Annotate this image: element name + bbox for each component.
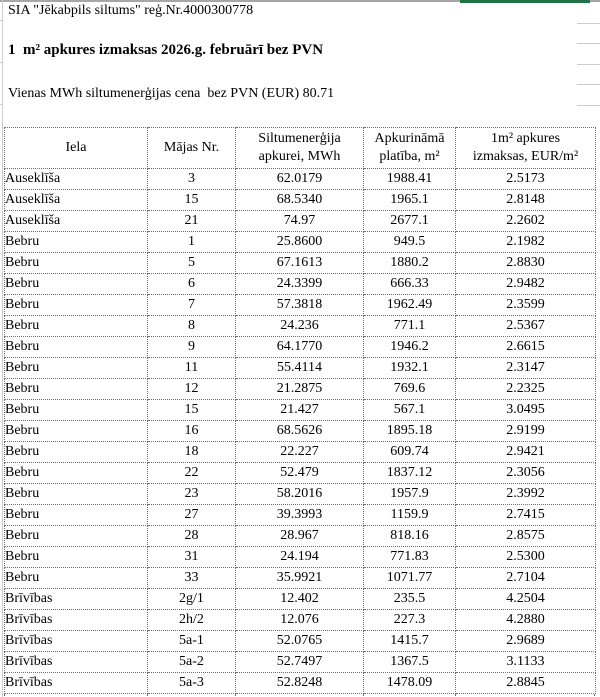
cost-cell: 2.5367: [456, 316, 596, 337]
energy-mwh-cell: 55.4114: [236, 358, 364, 379]
table-row: [5, 169, 596, 190]
row-gridline-stub: [577, 43, 600, 44]
area-cell: 1159.9: [364, 505, 456, 526]
cost-cell: 2.6615: [456, 337, 596, 358]
cost-cell: 3.1133: [456, 652, 596, 673]
row-gridline-stub: [0, 104, 3, 105]
energy-mwh-cell: 52.0765: [236, 631, 364, 652]
table-row: [5, 337, 596, 358]
area-cell: 1932.1: [364, 358, 456, 379]
house-nr-cell: 27: [148, 505, 236, 526]
cost-cell: 3.0495: [456, 400, 596, 421]
col-header-energy-line1: Siltumenerģija: [258, 131, 341, 146]
house-nr-cell: 31: [148, 547, 236, 568]
energy-mwh-cell: 24.3399: [236, 274, 364, 295]
area-cell: 1880.2: [364, 253, 456, 274]
street-cell: Brīvības: [5, 610, 148, 631]
street-cell: Bebru: [5, 274, 148, 295]
col-header-cost-line2: izmaksas, EUR/m²: [472, 149, 579, 164]
col-header-area-line1: Apkurināmā: [374, 131, 445, 146]
col-header-area: [364, 128, 456, 169]
col-header-cost: [456, 128, 596, 169]
area-cell: 2677.1: [364, 211, 456, 232]
house-nr-cell: 3: [148, 169, 236, 190]
table-header-row: [5, 128, 596, 169]
energy-mwh-cell: 22.227: [236, 442, 364, 463]
cost-cell: 2.9689: [456, 631, 596, 652]
house-nr-cell: 9: [148, 337, 236, 358]
energy-mwh-cell: 52.7497: [236, 652, 364, 673]
energy-mwh-cell: 39.3993: [236, 505, 364, 526]
mwh-price-line: Vienas MWh siltumenerģijas cena bez PVN (EUR) 80.71: [8, 86, 335, 101]
energy-mwh-cell: 12.076: [236, 610, 364, 631]
col-header-area-line2: platība, m²: [379, 149, 440, 164]
area-cell: 1367.5: [364, 652, 456, 673]
table-row: [5, 295, 596, 316]
energy-mwh-cell: 35.9921: [236, 568, 364, 589]
table-row: [5, 526, 596, 547]
company-registration-line: SIA "Jēkabpils siltums" reģ.Nr.4000300778: [8, 3, 254, 18]
house-nr-cell: 21: [148, 211, 236, 232]
cost-cell: 2.8575: [456, 526, 596, 547]
cost-cell: 2.3147: [456, 358, 596, 379]
col-header-cost-line1: 1m² apkures: [490, 131, 561, 146]
table-row: [5, 505, 596, 526]
table-row: [5, 631, 596, 652]
energy-mwh-cell: 21.2875: [236, 379, 364, 400]
heating-costs-table: [4, 127, 596, 694]
cost-cell: 2.7104: [456, 568, 596, 589]
row-gridline-stub: [577, 23, 600, 24]
street-cell: Auseklīša: [5, 169, 148, 190]
energy-mwh-cell: 52.8248: [236, 673, 364, 694]
table-row: [5, 232, 596, 253]
table-row: [5, 484, 596, 505]
house-nr-cell: 2h/2: [148, 610, 236, 631]
row-gridline-stub: [577, 64, 600, 65]
house-nr-cell: 23: [148, 484, 236, 505]
street-cell: Bebru: [5, 232, 148, 253]
energy-mwh-cell: 67.1613: [236, 253, 364, 274]
house-nr-cell: 11: [148, 358, 236, 379]
area-cell: 771.83: [364, 547, 456, 568]
cost-cell: 2.7415: [456, 505, 596, 526]
cost-cell: 2.8830: [456, 253, 596, 274]
table-body: [5, 169, 596, 694]
area-cell: 567.1: [364, 400, 456, 421]
street-cell: Bebru: [5, 337, 148, 358]
house-nr-cell: 28: [148, 526, 236, 547]
col-header-house-nr: Mājas Nr.: [148, 128, 236, 169]
table-row: [5, 610, 596, 631]
window-edge-strip-gray-right: [590, 0, 600, 2]
house-nr-cell: 33: [148, 568, 236, 589]
table-row: [5, 400, 596, 421]
energy-mwh-cell: 12.402: [236, 589, 364, 610]
area-cell: 949.5: [364, 232, 456, 253]
table-row: [5, 652, 596, 673]
row-gridline-stub: [0, 20, 3, 21]
row-gridline-stub: [577, 105, 600, 106]
street-cell: Bebru: [5, 421, 148, 442]
street-cell: Bebru: [5, 442, 148, 463]
street-cell: Bebru: [5, 295, 148, 316]
house-nr-cell: 22: [148, 463, 236, 484]
cost-cell: 4.2880: [456, 610, 596, 631]
cost-cell: 2.8845: [456, 673, 596, 694]
table-row: [5, 211, 596, 232]
row-gridline-stub: [577, 84, 600, 85]
house-nr-cell: 15: [148, 190, 236, 211]
row-gridline-stub: [0, 62, 3, 63]
house-nr-cell: 15: [148, 400, 236, 421]
house-nr-cell: 7: [148, 295, 236, 316]
area-cell: 666.33: [364, 274, 456, 295]
street-cell: Bebru: [5, 484, 148, 505]
energy-mwh-cell: 25.8600: [236, 232, 364, 253]
area-cell: 609.74: [364, 442, 456, 463]
house-nr-cell: 5: [148, 253, 236, 274]
street-cell: Bebru: [5, 253, 148, 274]
street-cell: Bebru: [5, 547, 148, 568]
house-nr-cell: 6: [148, 274, 236, 295]
cost-cell: 2.8148: [456, 190, 596, 211]
table-row: [5, 568, 596, 589]
street-cell: Bebru: [5, 358, 148, 379]
energy-mwh-cell: 52.479: [236, 463, 364, 484]
area-cell: 1962.49: [364, 295, 456, 316]
street-cell: Auseklīša: [5, 190, 148, 211]
energy-mwh-cell: 57.3818: [236, 295, 364, 316]
area-cell: 1071.77: [364, 568, 456, 589]
table-row: [5, 190, 596, 211]
col-header-energy: [236, 128, 364, 169]
cost-cell: 4.2504: [456, 589, 596, 610]
area-cell: 818.16: [364, 526, 456, 547]
cost-cell: 2.2325: [456, 379, 596, 400]
table-row: [5, 274, 596, 295]
cost-cell: 2.9482: [456, 274, 596, 295]
house-nr-cell: 18: [148, 442, 236, 463]
area-cell: 227.3: [364, 610, 456, 631]
area-cell: 1957.9: [364, 484, 456, 505]
energy-mwh-cell: 64.1770: [236, 337, 364, 358]
energy-mwh-cell: 21.427: [236, 400, 364, 421]
street-cell: Bebru: [5, 316, 148, 337]
cost-cell: 2.3599: [456, 295, 596, 316]
house-nr-cell: 5a-1: [148, 631, 236, 652]
area-cell: 1415.7: [364, 631, 456, 652]
energy-mwh-cell: 24.194: [236, 547, 364, 568]
cost-cell: 2.3056: [456, 463, 596, 484]
area-cell: 1946.2: [364, 337, 456, 358]
energy-mwh-cell: 68.5340: [236, 190, 364, 211]
house-nr-cell: 1: [148, 232, 236, 253]
area-cell: 1965.1: [364, 190, 456, 211]
street-cell: Brīvības: [5, 631, 148, 652]
energy-mwh-cell: 24.236: [236, 316, 364, 337]
cost-cell: 2.1982: [456, 232, 596, 253]
street-cell: Bebru: [5, 568, 148, 589]
table-row: [5, 589, 596, 610]
area-cell: 769.6: [364, 379, 456, 400]
house-nr-cell: 8: [148, 316, 236, 337]
table-row: [5, 673, 596, 694]
energy-mwh-cell: 74.97: [236, 211, 364, 232]
table-row: [5, 253, 596, 274]
area-cell: 1478.09: [364, 673, 456, 694]
cost-cell: 2.9199: [456, 421, 596, 442]
area-cell: 1988.41: [364, 169, 456, 190]
area-cell: 771.1: [364, 316, 456, 337]
area-cell: 1837.12: [364, 463, 456, 484]
house-nr-cell: 5a-2: [148, 652, 236, 673]
cost-cell: 2.9421: [456, 442, 596, 463]
cost-cell: 2.2602: [456, 211, 596, 232]
house-nr-cell: 12: [148, 379, 236, 400]
street-cell: Bebru: [5, 463, 148, 484]
street-cell: Bebru: [5, 400, 148, 421]
street-cell: Brīvības: [5, 589, 148, 610]
street-cell: Bebru: [5, 379, 148, 400]
table-row: [5, 421, 596, 442]
col-header-energy-line2: apkurei, MWh: [258, 149, 341, 164]
street-cell: Brīvības: [5, 673, 148, 694]
house-nr-cell: 2g/1: [148, 589, 236, 610]
cost-cell: 2.5173: [456, 169, 596, 190]
col-header-street: Iela: [5, 128, 148, 169]
table-row: [5, 463, 596, 484]
street-cell: Bebru: [5, 526, 148, 547]
cost-cell: 2.3992: [456, 484, 596, 505]
table-row: [5, 358, 596, 379]
street-cell: Bebru: [5, 505, 148, 526]
table-row: [5, 547, 596, 568]
window-edge-strip-green: [460, 0, 590, 3]
house-nr-cell: 5a-3: [148, 673, 236, 694]
street-cell: Brīvības: [5, 652, 148, 673]
house-nr-cell: 16: [148, 421, 236, 442]
table-row: [5, 379, 596, 400]
energy-mwh-cell: 28.967: [236, 526, 364, 547]
cost-cell: 2.5300: [456, 547, 596, 568]
street-cell: Auseklīša: [5, 211, 148, 232]
energy-mwh-cell: 58.2016: [236, 484, 364, 505]
table-row: [5, 316, 596, 337]
area-cell: 1895.18: [364, 421, 456, 442]
energy-mwh-cell: 68.5626: [236, 421, 364, 442]
energy-mwh-cell: 62.0179: [236, 169, 364, 190]
table-row: [5, 442, 596, 463]
area-cell: 235.5: [364, 589, 456, 610]
page-title: 1 m² apkures izmaksas 2026.g. februārī bez PVN: [8, 42, 324, 58]
